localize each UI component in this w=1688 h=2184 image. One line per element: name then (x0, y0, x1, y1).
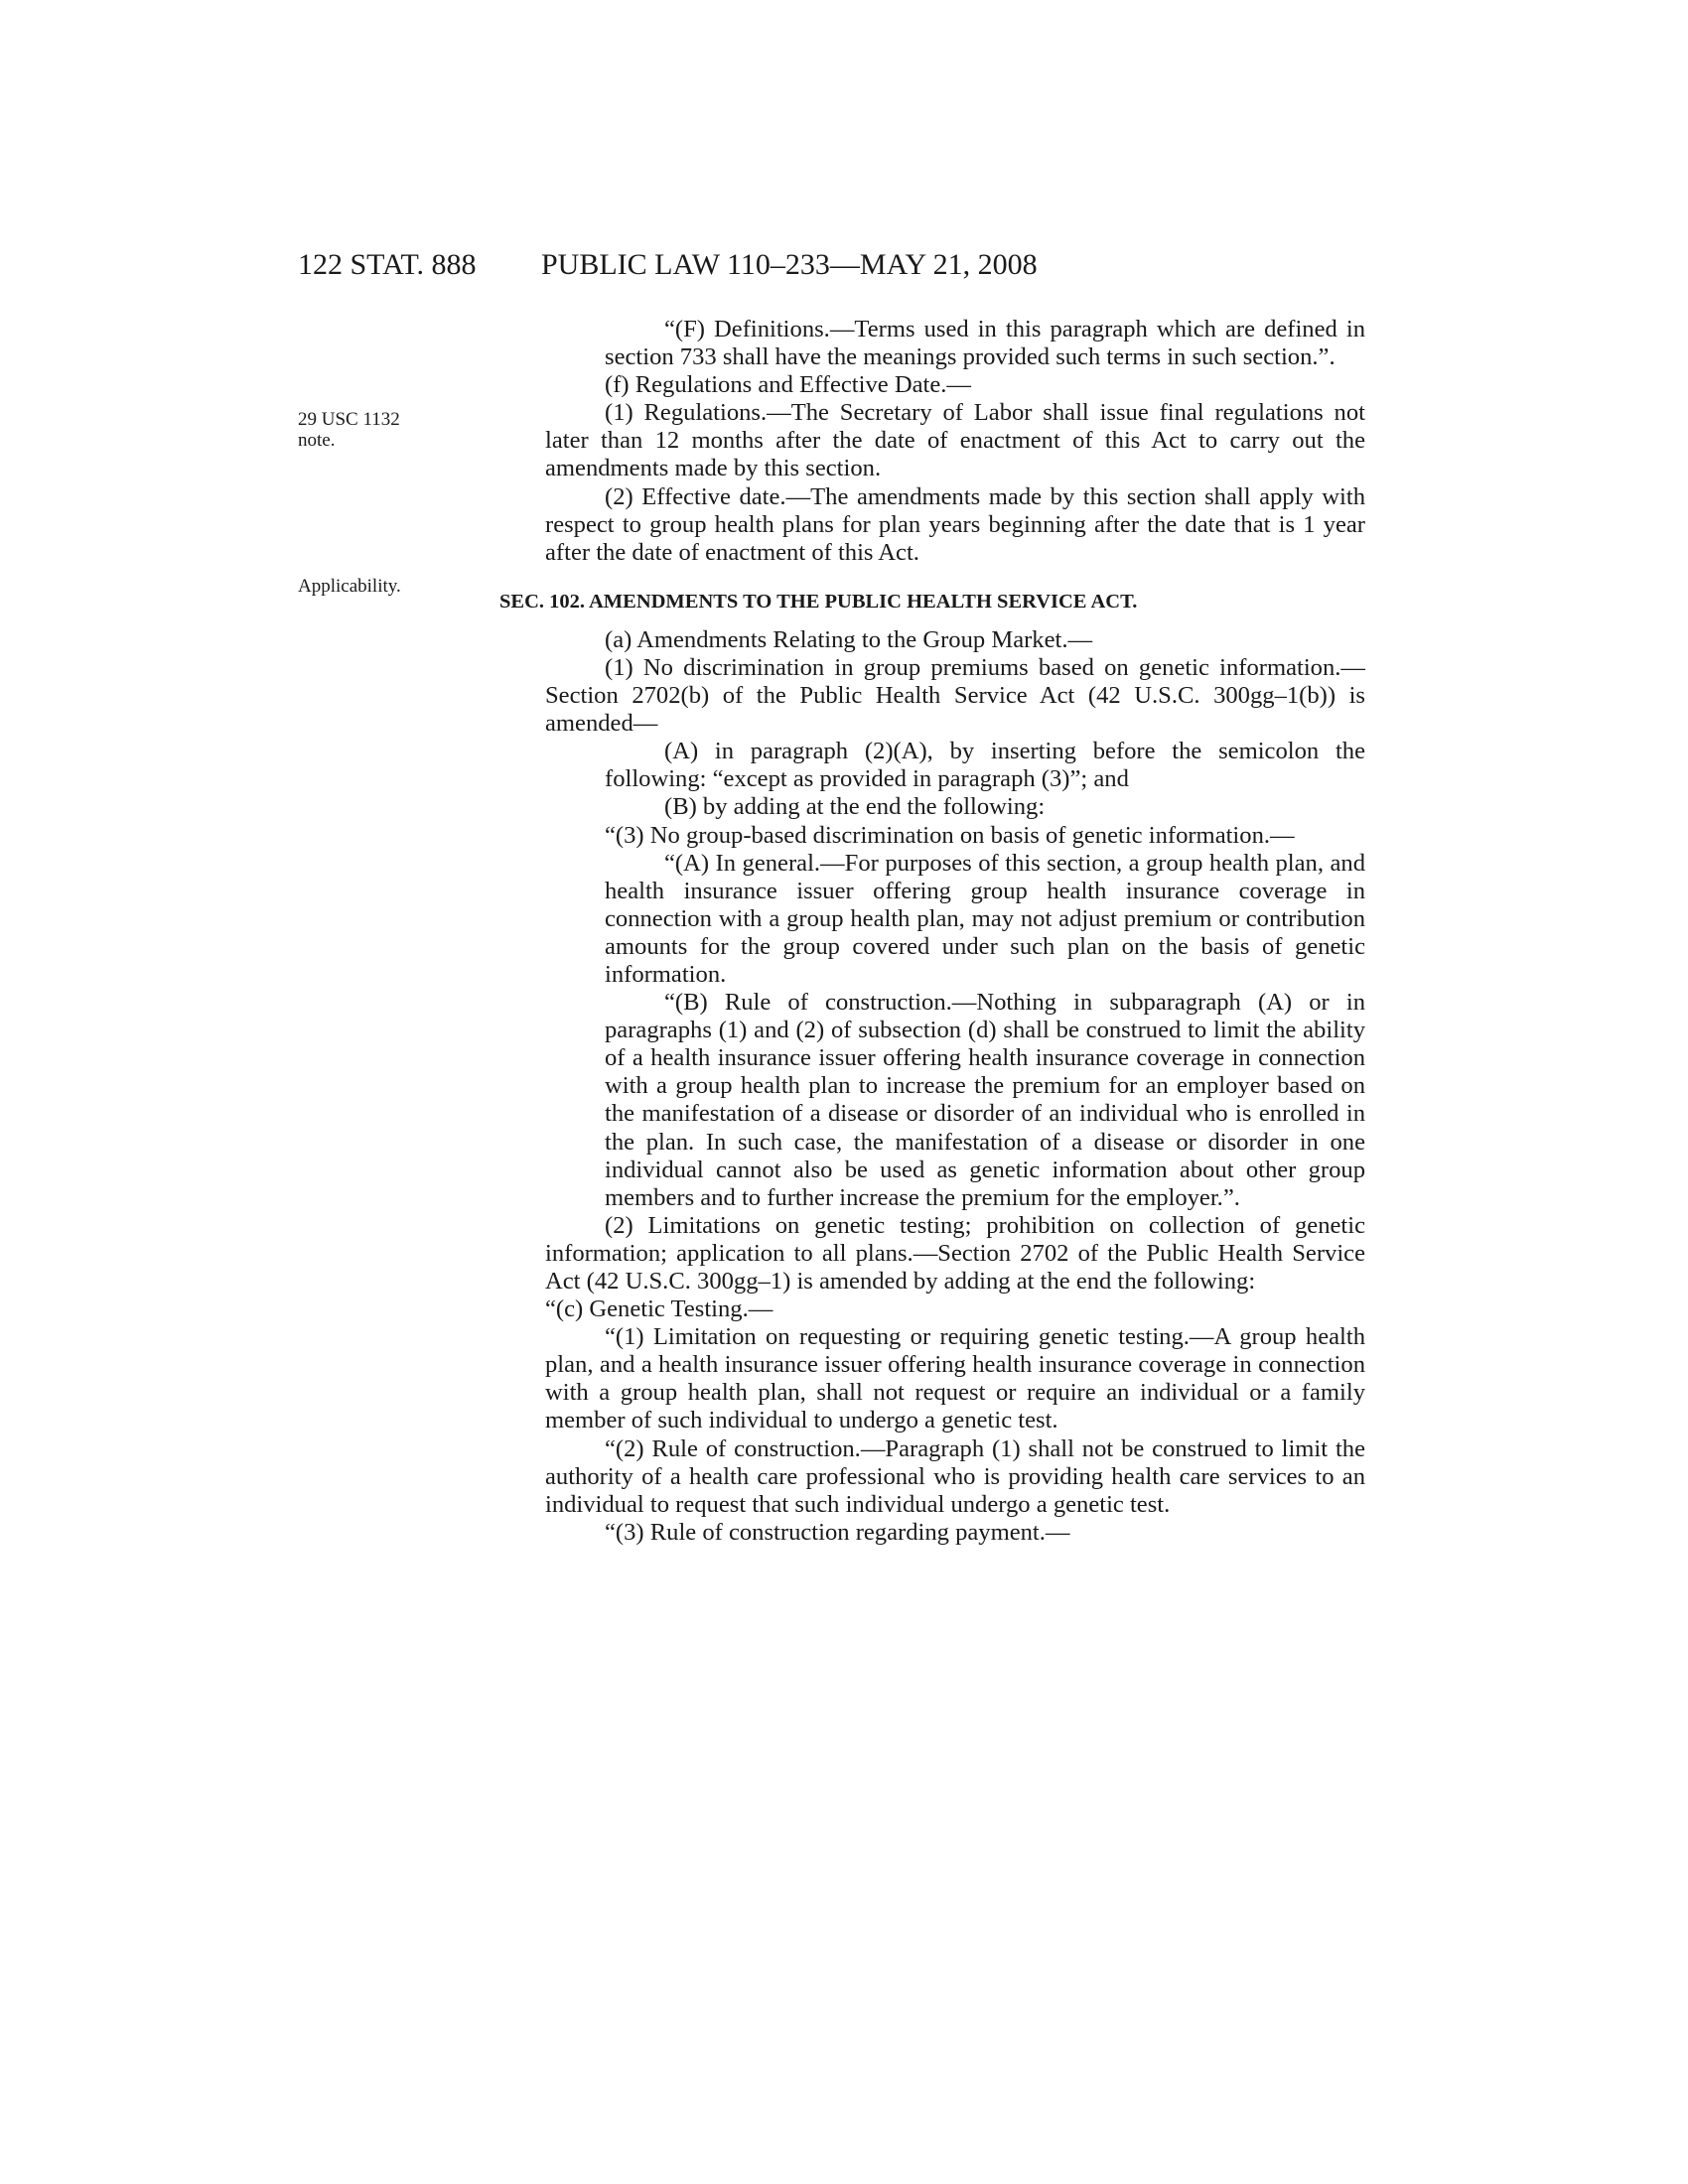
section-heading: SEC. 102. AMENDMENTS TO THE PUBLIC HEALTH SERVICE ACT. (499, 590, 1138, 613)
inserted-paragraph-3: “(3) Rule of construction regarding payment.— (605, 1518, 1070, 1546)
inserted-paragraph-3-heading: “(3) No group-based discrimination on basis of genetic information.— (605, 821, 1295, 849)
margin-citation-line1: 29 USC 1132 (298, 409, 400, 430)
paragraph-definitions: “(F) Definitions.—Terms used in this paragraph which are defined in section 733 shall have the meanings provided such terms in such section.”. (605, 316, 1365, 371)
inserted-subparagraph-b: “(B) Rule of construction.—Nothing in subparagraph (A) or in paragraphs (1) and (2) of subsection (d) shall be construed to limit the ability of a health insurance issuer offering health insurance coverage in connection with a group health plan to increase the premium for an employer based on the manifestation of a disease or disorder of an individual who is enrolled in the plan. In such case, the manifestation of a disease or disorder in one individual cannot also be used as genetic information about other group members and to further increase the premium for the employer.”. (605, 989, 1365, 1211)
margin-citation-line2: note. (298, 430, 336, 451)
subsection-a-heading: (a) Amendments Relating to the Group Market.— (605, 625, 1093, 653)
paragraph-no-discrimination: (1) No discrimination in group premiums based on genetic information.—Section 2702(b) of the Public Health Service Act (42 U.S.C. 300gg–1(b)) is amended— (545, 653, 1365, 738)
inserted-paragraph-1: “(1) Limitation on requesting or requiring genetic testing.—A group health plan, and a health insurance issuer offering health insurance coverage in connection with a group health plan, shall not request or require an individual or a family member of such individual to undergo a genetic test. (545, 1323, 1365, 1434)
margin-applicability-note: Applicability. (298, 576, 401, 597)
inserted-subparagraph-a: “(A) In general.—For purposes of this section, a group health plan, and health insurance issuer offering group health insurance coverage in connection with a group health plan, may not adjust premium or contribution amounts for the group covered under such plan on the basis of genetic information. (605, 849, 1365, 988)
inserted-paragraph-2: “(2) Rule of construction.—Paragraph (1) shall not be construed to limit the authority of a health care professional who is providing health care services to an individual to request that such individual undergo a genetic test. (545, 1434, 1365, 1518)
subparagraph-a-amendment: (A) in paragraph (2)(A), by inserting before the semicolon the following: “except as provided in paragraph (3)”; and (605, 738, 1365, 793)
subsection-f-heading: (f) Regulations and Effective Date.— (605, 371, 972, 399)
statute-body (499, 316, 1365, 1547)
public-law-title: PUBLIC LAW 110–233—MAY 21, 2008 (541, 248, 1038, 281)
page-header (298, 248, 1370, 288)
paragraph-effective-date: (2) Effective date.—The amendments made by this section shall apply with respect to group health plans for plan years beginning after the date that is 1 year after the date of enactment of this Act. (545, 482, 1365, 566)
paragraph-limitations-genetic-testing: (2) Limitations on genetic testing; prohibition on collection of genetic information; application to all plans.—Section 2702 of the Public Health Service Act (42 U.S.C. 300gg–1) is amended by adding at the end the following: (545, 1211, 1365, 1295)
subparagraph-b-amendment: (B) by adding at the end the following: (664, 793, 1046, 821)
margin-citation-note (298, 409, 427, 451)
statute-page-reference: 122 STAT. 888 (298, 248, 477, 281)
inserted-subsection-c-heading: “(c) Genetic Testing.— (545, 1296, 774, 1323)
paragraph-regulations: (1) Regulations.—The Secretary of Labor shall issue final regulations not later than 12 months after the date of enactment of this Act to carry out the amendments made by this section. (545, 399, 1365, 482)
